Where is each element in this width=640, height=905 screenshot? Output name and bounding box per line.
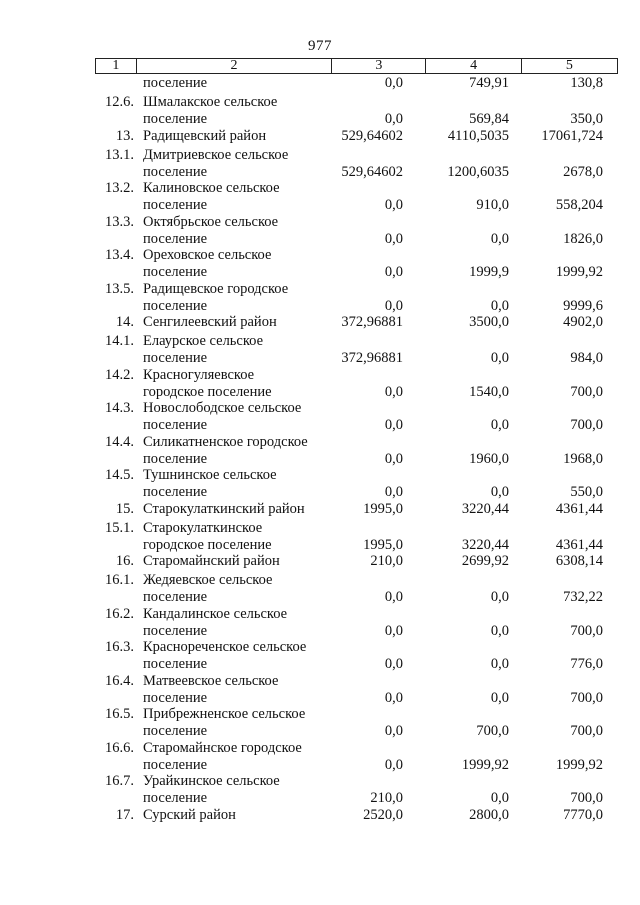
row-name-line: поселение <box>143 417 208 433</box>
value-col-4: 700,0 <box>476 723 509 739</box>
row-number: 16.6. <box>105 739 134 756</box>
value-col-4: 0,0 <box>490 417 509 433</box>
row-name-line: поселение <box>143 111 208 127</box>
table-row <box>0 128 640 147</box>
row-name-line: Шмалакское сельское <box>143 94 278 110</box>
value-col-3: 0,0 <box>384 656 403 672</box>
table-row <box>0 673 640 707</box>
row-name-line: поселение <box>143 589 208 605</box>
value-col-5: 558,204 <box>555 197 603 213</box>
table-row <box>0 400 640 434</box>
row-name-line: Старокулаткинский район <box>143 500 305 517</box>
row-name-line: поселение <box>143 163 208 180</box>
table-row <box>0 214 640 248</box>
value-col-3: 0,0 <box>384 297 403 314</box>
value-col-3: 529,64602 <box>341 127 403 144</box>
value-col-5: 700,0 <box>570 723 603 739</box>
row-number: 15.1. <box>105 519 134 536</box>
table-row <box>0 314 640 333</box>
row-name <box>143 740 343 774</box>
row-name-line: Радищевское городское <box>143 280 289 297</box>
value-col-3: 0,0 <box>384 197 403 213</box>
page-number: 977 <box>308 38 332 54</box>
row-name-line: Октябрьское сельское <box>143 213 279 230</box>
value-col-5: 130,8 <box>570 75 603 91</box>
row-name <box>143 706 343 740</box>
row-name-line: поселение <box>143 622 208 639</box>
row-number: 17. <box>115 806 134 823</box>
row-number: 16.4. <box>105 672 134 689</box>
row-name-line: поселение <box>143 450 208 467</box>
row-number: 13.3. <box>105 213 134 230</box>
row-name <box>143 572 343 606</box>
row-name-line: Урайкинское сельское <box>143 773 280 789</box>
row-name <box>143 75 343 92</box>
table-row <box>0 807 640 826</box>
value-col-5: 700,0 <box>570 622 603 639</box>
column-header-3: 3 <box>332 59 426 73</box>
row-name-line: Елаурское сельское <box>143 333 264 349</box>
value-col-4: 910,0 <box>476 197 509 213</box>
row-name <box>143 247 343 281</box>
table-body <box>0 75 640 826</box>
row-name-line: городское поселение <box>143 383 272 400</box>
row-name-line: Прибрежненское сельское <box>143 706 306 722</box>
row-name <box>143 214 343 248</box>
row-name <box>143 606 343 640</box>
row-name-line: поселение <box>143 230 208 247</box>
value-col-5: 9999,6 <box>563 297 603 314</box>
value-col-3: 2520,0 <box>363 806 403 823</box>
row-number: 16.1. <box>105 572 134 588</box>
row-name-line: Краснореченское сельское <box>143 639 307 655</box>
row-number: 16.7. <box>105 773 134 789</box>
row-name <box>143 128 343 145</box>
value-col-5: 700,0 <box>570 689 603 706</box>
value-col-5: 1826,0 <box>563 230 603 247</box>
value-col-4: 0,0 <box>490 622 509 639</box>
value-col-4: 1960,0 <box>469 450 509 467</box>
value-col-4: 3220,44 <box>461 500 509 517</box>
table-row <box>0 501 640 520</box>
value-col-5: 1999,92 <box>555 264 603 280</box>
row-name-line: Радищевский район <box>143 127 267 144</box>
table-header <box>95 58 618 74</box>
value-col-3: 0,0 <box>384 383 403 400</box>
value-col-3: 0,0 <box>384 230 403 247</box>
table-row <box>0 706 640 740</box>
row-name-line: поселение <box>143 723 208 739</box>
row-name-line: Тушнинское сельское <box>143 467 277 483</box>
row-name <box>143 467 343 501</box>
row-name <box>143 434 343 468</box>
value-col-5: 2678,0 <box>563 163 603 180</box>
value-col-5: 350,0 <box>570 111 603 127</box>
value-col-5: 550,0 <box>570 484 603 500</box>
row-number: 14.1. <box>105 333 134 349</box>
row-name-line: Красногуляевское <box>143 366 255 383</box>
value-col-3: 0,0 <box>384 111 403 127</box>
value-col-3: 0,0 <box>384 75 403 91</box>
value-col-4: 3500,0 <box>469 314 509 330</box>
row-number: 16. <box>115 553 134 569</box>
row-number: 14.4. <box>105 433 134 450</box>
value-col-3: 0,0 <box>384 756 403 773</box>
table-row <box>0 606 640 640</box>
column-header-5: 5 <box>565 58 573 73</box>
row-name <box>143 673 343 707</box>
row-name-line: Ореховское сельское <box>143 247 272 263</box>
row-name-line: Старокулаткинское <box>143 519 263 536</box>
value-col-5: 776,0 <box>570 656 603 672</box>
value-col-3: 1995,0 <box>363 536 403 553</box>
table-row <box>0 281 640 315</box>
table-row <box>0 553 640 572</box>
value-col-3: 0,0 <box>384 723 403 739</box>
row-number: 14.2. <box>105 366 134 383</box>
table-row <box>0 434 640 468</box>
row-name-line: поселение <box>143 790 208 806</box>
row-number: 12.6. <box>105 94 134 110</box>
table-row <box>0 180 640 214</box>
row-name-line: поселение <box>143 656 208 672</box>
row-name <box>143 400 343 434</box>
value-col-5: 17061,724 <box>541 127 603 144</box>
value-col-4: 2699,92 <box>461 553 509 569</box>
table-row <box>0 94 640 128</box>
row-name-line: Калиновское сельское <box>143 180 280 196</box>
row-name-line: городское поселение <box>143 536 272 553</box>
value-col-3: 0,0 <box>384 689 403 706</box>
row-name-line: Новослободское сельское <box>143 400 302 416</box>
value-col-3: 210,0 <box>370 790 403 806</box>
row-name <box>143 281 343 315</box>
value-col-4: 1200,6035 <box>447 163 509 180</box>
row-name <box>143 367 343 401</box>
row-name <box>143 147 343 181</box>
row-name-line: Силикатненское городское <box>143 433 308 450</box>
value-col-5: 1968,0 <box>563 450 603 467</box>
value-col-5: 7770,0 <box>563 806 603 823</box>
value-col-5: 732,22 <box>563 589 603 605</box>
row-name <box>143 180 343 214</box>
row-name <box>143 314 343 331</box>
row-name <box>143 553 343 570</box>
row-number: 13.2. <box>105 180 134 196</box>
value-col-3: 0,0 <box>384 417 403 433</box>
row-name-line: Сенгилеевский район <box>143 314 277 330</box>
value-col-4: 0,0 <box>490 790 509 806</box>
value-col-4: 0,0 <box>490 589 509 605</box>
row-name-line: поселение <box>143 264 208 280</box>
value-col-5: 1999,92 <box>555 756 603 773</box>
table-row <box>0 773 640 807</box>
value-col-5: 4361,44 <box>555 500 603 517</box>
row-name-line: поселение <box>143 756 208 773</box>
row-number: 15. <box>115 500 134 517</box>
value-col-4: 2800,0 <box>469 806 509 823</box>
row-name <box>143 94 343 128</box>
row-name <box>143 333 343 367</box>
value-col-4: 569,84 <box>469 111 509 127</box>
table-row <box>0 740 640 774</box>
value-col-3: 372,96881 <box>341 350 403 366</box>
table-row <box>0 639 640 673</box>
value-col-3: 0,0 <box>384 589 403 605</box>
row-number: 16.2. <box>105 605 134 622</box>
value-col-4: 0,0 <box>490 689 509 706</box>
row-name-line: Жедяевское сельское <box>143 572 273 588</box>
value-col-3: 210,0 <box>370 553 403 569</box>
row-name <box>143 807 343 824</box>
row-number: 13.4. <box>105 247 134 263</box>
row-name-line: Кандалинское сельское <box>143 605 288 622</box>
table-row <box>0 75 640 94</box>
row-number: 16.5. <box>105 706 134 722</box>
column-header-2: 2 <box>137 59 333 73</box>
value-col-4: 0,0 <box>490 656 509 672</box>
row-name-line: поселение <box>143 350 208 366</box>
row-number: 13.1. <box>105 146 134 163</box>
table-row <box>0 147 640 181</box>
row-name-line: Дмитриевское сельское <box>143 146 289 163</box>
value-col-5: 984,0 <box>570 350 603 366</box>
table-row <box>0 333 640 367</box>
row-number: 14.3. <box>105 400 134 416</box>
row-name <box>143 773 343 807</box>
row-number: 13.5. <box>105 280 134 297</box>
column-header-1: 1 <box>96 59 137 73</box>
value-col-3: 529,64602 <box>341 163 403 180</box>
row-number: 16.3. <box>105 639 134 655</box>
value-col-3: 372,96881 <box>341 314 403 330</box>
value-col-5: 700,0 <box>570 383 603 400</box>
value-col-4: 0,0 <box>490 297 509 314</box>
table-row <box>0 247 640 281</box>
row-name-line: поселение <box>143 297 208 314</box>
value-col-5: 4361,44 <box>555 536 603 553</box>
value-col-4: 0,0 <box>490 350 509 366</box>
table-row <box>0 520 640 554</box>
row-name <box>143 639 343 673</box>
table-row <box>0 467 640 501</box>
value-col-5: 700,0 <box>570 417 603 433</box>
value-col-5: 6308,14 <box>555 553 603 569</box>
value-col-5: 700,0 <box>570 790 603 806</box>
value-col-4: 1999,9 <box>469 264 509 280</box>
row-name-line: Старомайнский район <box>143 553 280 569</box>
value-col-4: 0,0 <box>490 230 509 247</box>
value-col-4: 749,91 <box>469 75 509 91</box>
row-number: 13. <box>115 127 134 144</box>
row-name-line: поселение <box>143 75 208 91</box>
row-name-line: поселение <box>143 484 208 500</box>
value-col-4: 3220,44 <box>461 536 509 553</box>
row-name-line: поселение <box>143 689 208 706</box>
value-col-4: 0,0 <box>490 484 509 500</box>
row-name-line: Старомайнское городское <box>143 739 302 756</box>
value-col-4: 1540,0 <box>469 383 509 400</box>
row-name <box>143 501 343 518</box>
value-col-3: 0,0 <box>384 622 403 639</box>
row-name-line: поселение <box>143 197 208 213</box>
table-row <box>0 367 640 401</box>
value-col-4: 1999,92 <box>461 756 509 773</box>
row-name-line: Матвеевское сельское <box>143 672 279 689</box>
row-number: 14.5. <box>105 467 134 483</box>
value-col-5: 4902,0 <box>563 314 603 330</box>
value-col-3: 0,0 <box>384 484 403 500</box>
value-col-3: 1995,0 <box>363 500 403 517</box>
value-col-3: 0,0 <box>384 450 403 467</box>
row-name <box>143 520 343 554</box>
value-col-3: 0,0 <box>384 264 403 280</box>
row-number: 14. <box>115 314 134 330</box>
table-row <box>0 572 640 606</box>
column-header-4: 4 <box>426 59 521 73</box>
row-name-line: Сурский район <box>143 806 236 823</box>
value-col-4: 4110,5035 <box>447 127 509 144</box>
